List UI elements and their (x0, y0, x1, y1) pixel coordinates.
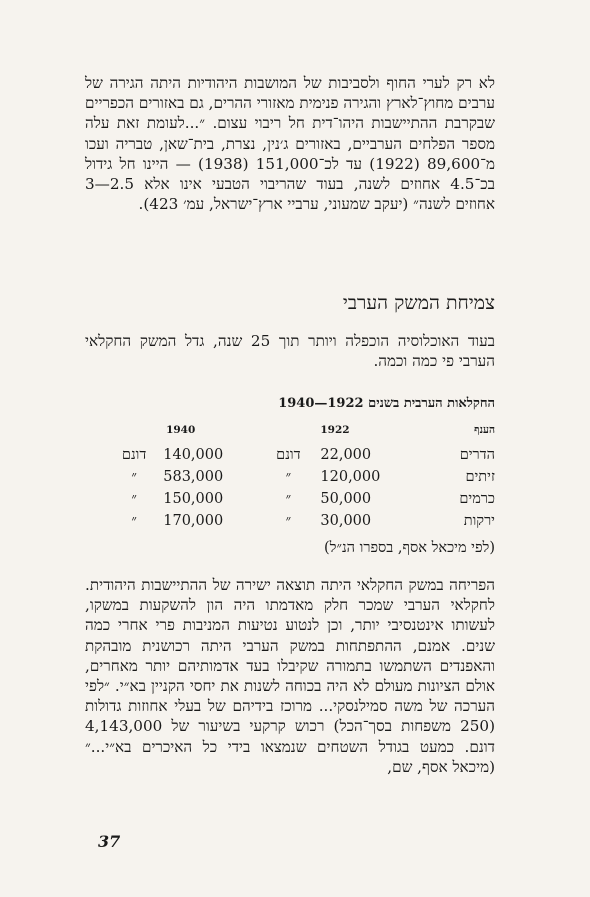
table-source-note: (לפי מיכאל אסף, בספרו הנ״ל) (324, 540, 495, 556)
table-row (105, 510, 495, 532)
unit-1922: דונם (276, 447, 301, 463)
unit-1922: ״ (285, 469, 292, 485)
value-1922: 50,000 (320, 491, 372, 507)
value-1922: 30,000 (320, 513, 372, 529)
unit-1940: ״ (131, 469, 137, 485)
bloom-paragraph: הפריחה במשק החקלאי היתה תוצאה ישירה של ההתיישבות היהודית. לחקלאי הערבי שמכר חלק מאדמתו היה הון להשקעות במשקו, לעשותו אינטנסיבי יותר, וכן לנטוע נטיעות המניבות פרי אחרי כמה שנים. אמנם, ההתפתחות במשק הערבי היתה רכושנית מובהקת והאפנדים השתמשו בתמורה שקיבלו בעד אדמותיהם יותר מאחרים, אולם הציונות מעולם לא היה בכוחה לשנות את יחסי הקניין בא״י. ״לפי הערכה של משה סמילנסקי... מרוכז בידיהם של בעלי אחוזות גדולות (250 משפחות בסך־הכל) רכוש קרקעי בשיעור של 4,143,000 דונם. כמעט בגודל השטחים שנמצאו בידי כל האיכרים בא״י...״ (מיכאל אסף, שם, (85, 576, 495, 776)
table-header-row (105, 424, 495, 444)
value-1940: 150,000 (163, 491, 224, 507)
growth-paragraph: בעוד האוכלוסיה הוכפלה ויותר תוך 25 שנה, גדל המשק החקלאי הערבי פי כמה וכמה. (85, 332, 495, 371)
col-header-branch: הענף (474, 424, 495, 436)
value-1922: 120,000 (320, 469, 381, 485)
branch-cell: זיתים (465, 469, 495, 485)
value-1940: 140,000 (163, 447, 224, 463)
intro-paragraph: לא רק לערי החוף ולסביבות של המושבות היהודיות היתה הגירה של ערבים מחוץ־לארץ והגירה פנימית מאזורי ההרים, גם באזורים הכפריים שבקרבת ההתיישבות היהו־דית חל ריבוי עצום. ״...לעומת זאת עלה מספר הפלחים הערביים, באזורים ג׳נין, נצרת, בית־שאן, טבריה ועכו מ־89,600 (1922) עד לכ־151,000 (1938) — היינו חל גידול בכ־4.5 אחוזים לשנה, בעוד שהריבוי הטבעי אינו אלא 2.5—3 אחוזים לשנה״ (יעקב שמעוני, ערביי ארץ־ישראל, עמ׳ 423). (85, 74, 495, 214)
value-1940: 170,000 (163, 513, 224, 529)
section-heading: צמיחת המשק הערבי (342, 292, 495, 314)
unit-1940: ״ (131, 513, 137, 529)
table-row (105, 444, 495, 466)
branch-cell: כרמים (459, 491, 495, 507)
col-header-1940: 1940 (166, 424, 196, 436)
agriculture-table (105, 424, 495, 532)
col-header-1922: 1922 (320, 424, 350, 436)
unit-1940: ״ (131, 491, 137, 507)
branch-cell: ירקות (463, 513, 495, 529)
table-row (105, 466, 495, 488)
unit-1940: דונם (121, 447, 147, 463)
branch-cell: הדרים (459, 447, 495, 463)
value-1922: 22,000 (320, 447, 372, 463)
table-row (105, 488, 495, 510)
unit-1922: ״ (285, 491, 292, 507)
page-number: 37 (98, 832, 121, 851)
table-title: החקלאות הערבית בשנים 1922—1940 (278, 396, 495, 411)
unit-1922: ״ (285, 513, 292, 529)
value-1940: 583,000 (163, 469, 224, 485)
